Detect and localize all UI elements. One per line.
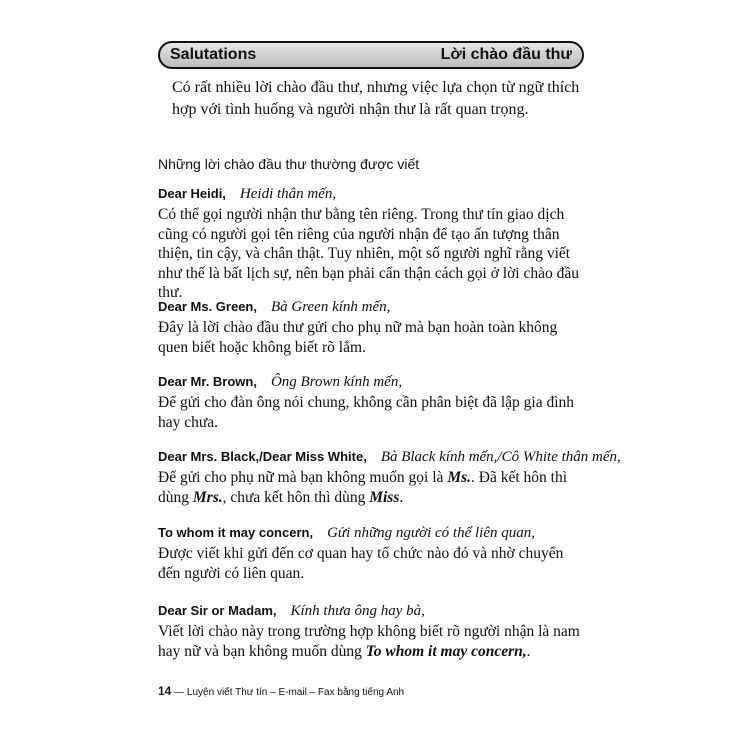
chapter-header-bar [158,41,584,69]
salutation-greeting: To whom it may concern, [158,525,314,540]
page-number: 14 [158,684,172,698]
salutation-greeting: Dear Heidi, [158,186,226,201]
running-title: — Luyện viết Thư tín – E-mail – Fax bằng tiếng Anh [174,687,405,698]
salutation-description: Được viết khi gửi đến cơ quan hay tổ chức nào đó và nhờ chuyển đến người có liên quan. [158,545,564,582]
page-footer [158,684,404,698]
salutation-translation: Kính thưa ông hay bà, [290,603,425,619]
salutation-translation: Bà Green kính mến, [271,299,391,315]
salutation-description: Có thể gọi người nhận thư bằng tên riêng. Trong thư tín giao dịch cũng có người gọi tên riêng của người nhận để tạo ấn tượng thân thiện, tin cậy, và chân thật. Tuy nhiên, một số người nghĩ rằng viết như thế là bất lịch sự, nên bạn phải cẩn thận cách gọi ở lời chào đầu thư. [158,206,579,301]
salutation-translation: Heidi thân mến, [239,186,337,202]
salutation-greeting: Dear Mr. Brown, [158,374,257,389]
intro-paragraph: Có rất nhiều lời chào đầu thư, nhưng việc lựa chọn từ ngữ thích hợp với tình huống và người nhận thư là rất quan trọng. [172,79,580,118]
header-title-vi: Lời chào đầu thư [440,46,572,63]
salutation-description: Viết lời chào này trong trường hợp không biết rõ người nhận là nam hay nữ và bạn không muốn dùng To whom it may concern,. [158,623,580,660]
salutation-translation: Gửi những người có thể liên quan, [327,525,536,541]
header-title-en: Salutations [170,46,257,63]
salutation-greeting: Dear Sir or Madam, [158,603,277,618]
salutation-entry [158,183,588,303]
salutation-entry [158,522,588,583]
salutation-greeting: Dear Ms. Green, [158,299,257,314]
salutation-entry [158,446,621,507]
salutation-entry [158,371,588,432]
salutation-description: Để gửi cho đàn ông nói chung, không cần phân biệt đã lập gia đình hay chưa. [158,394,575,431]
salutation-greeting: Dear Mrs. Black,/Dear Miss White, [158,449,367,464]
salutation-translation: Ông Brown kính mến, [270,374,403,390]
salutation-translation: Bà Black kính mến,/Cô White thân mến, [380,449,621,465]
salutation-entry [158,600,588,661]
section-title: Những lời chào đầu thư thường được viết [158,156,420,172]
salutation-description: Để gửi cho phụ nữ mà bạn không muốn gọi là Ms.. Đã kết hôn thì dùng Mrs., chưa kết hôn thì dùng Miss. [158,469,568,506]
salutation-entry [158,296,588,357]
salutation-description: Đây là lời chào đầu thư gửi cho phụ nữ mà bạn hoàn toàn không quen biết hoặc không biết rõ lắm. [158,319,558,356]
